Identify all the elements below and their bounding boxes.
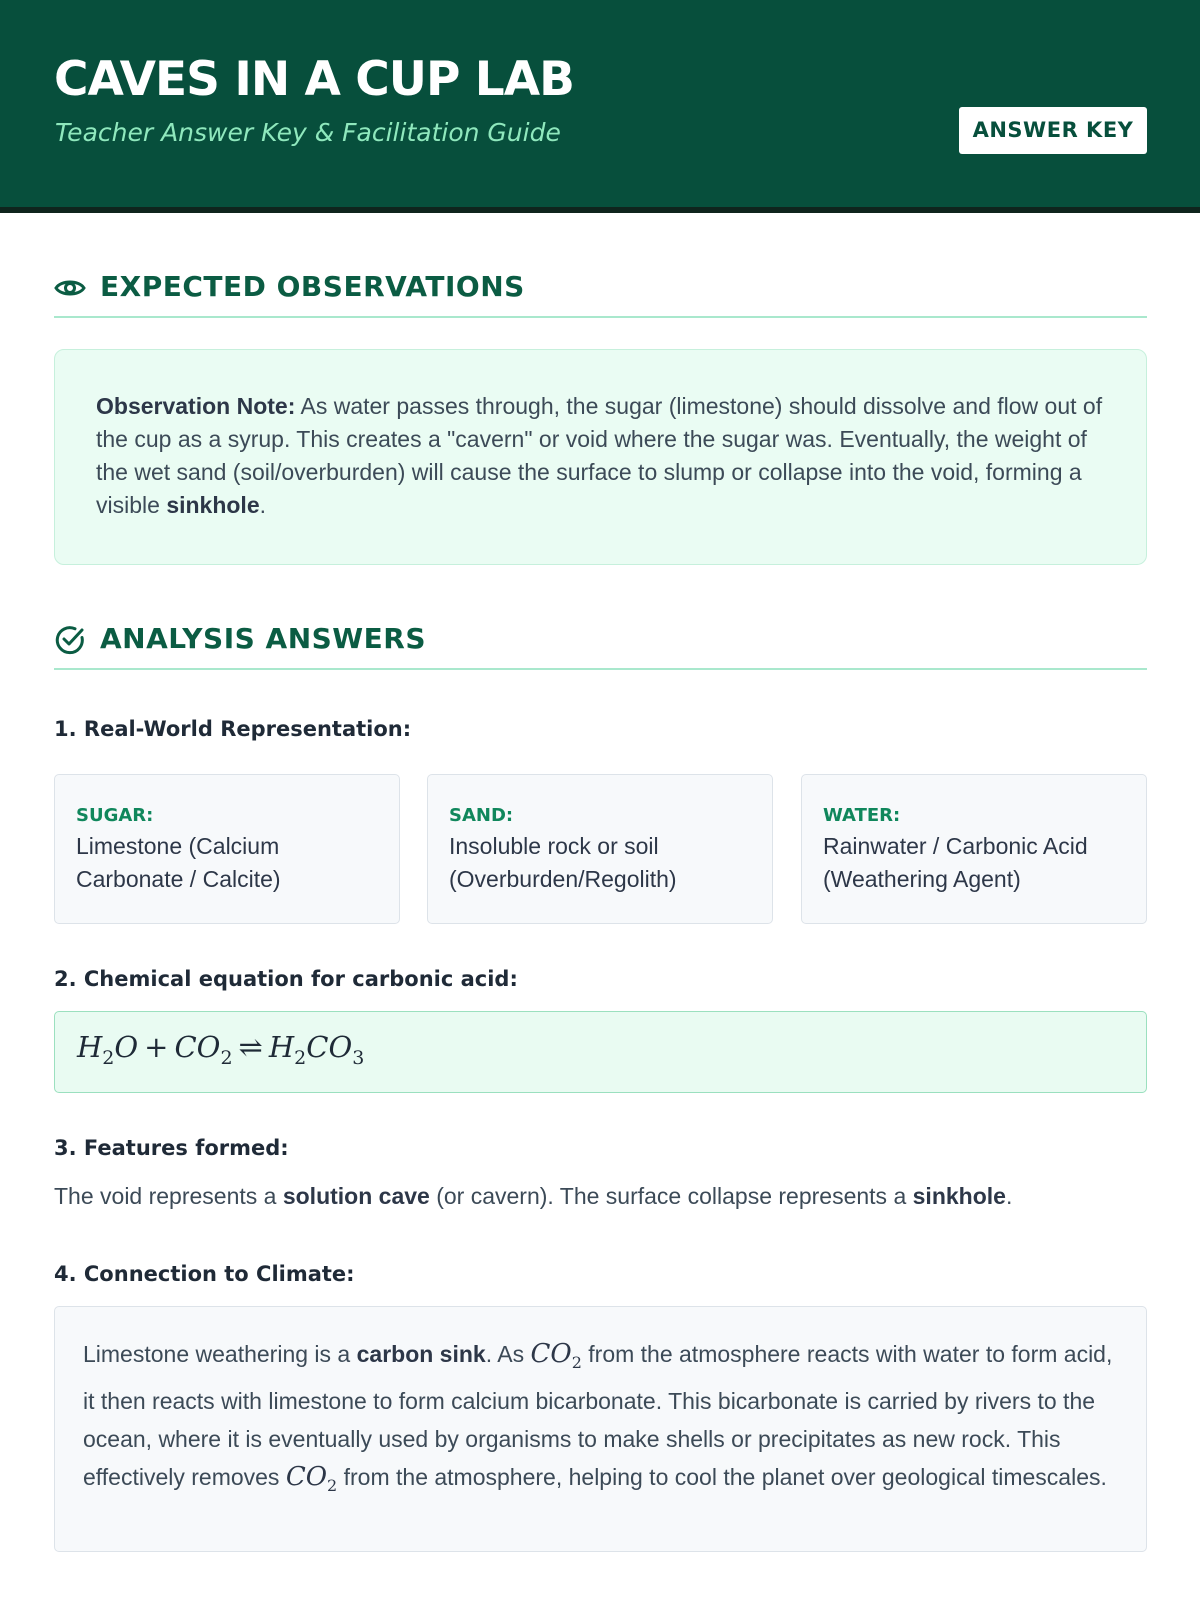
analysis-section-header <box>54 622 1147 670</box>
question-3-label: 3. Features formed: <box>54 1136 289 1160</box>
question-1-label: 1. Real-World Representation: <box>54 717 412 741</box>
co2-formula: $CO_2$ <box>530 1339 582 1373</box>
card-label: SAND: <box>449 805 514 826</box>
analysis-heading: ANALYSIS ANSWERS <box>100 622 427 655</box>
observation-note-text: As water passes through, the sugar (limestone) should dissolve and flow out of the cup as a syrup. This creates a "cavern" or void where the sugar was. Eventually, the weight of the wet sand (soil/overburden) will cause the surface to slump or collapse into the void, forming a visible <box>96 393 1103 518</box>
page-header <box>0 0 1200 213</box>
card-value: Limestone (Calcium Carbonate / Calcite) <box>76 833 281 892</box>
representation-card <box>427 774 773 924</box>
representation-card <box>801 774 1147 924</box>
features-answer: The void represents a solution cave (or cavern). The surface collapse represents a sinkhole. <box>54 1183 1013 1209</box>
card-value: Insoluble rock or soil (Overburden/Regolith) <box>449 833 677 892</box>
eye-icon <box>54 272 86 304</box>
observations-section-header <box>54 270 1147 318</box>
observation-note-box <box>54 349 1147 565</box>
check-circle-icon <box>54 624 86 656</box>
representation-card <box>54 774 400 924</box>
climate-answer-box: Limestone weathering is a carbon sink. As $CO_2$ from the atmosphere reacts with water to form acid, it then reacts with limestone to form calcium bicarbonate. This bicarbonate is carried by rivers to the ocean, where it is eventually used by organisms to make shells or precipitates as new rock. This effectively removes $CO_2$ from the atmosphere, helping to cool the planet over geological timescales. <box>54 1306 1147 1552</box>
page-subtitle: Teacher Answer Key & Facilitation Guide <box>55 118 561 147</box>
card-label: WATER: <box>823 805 901 826</box>
observation-note-label: Observation Note: <box>96 393 296 419</box>
card-label: SUGAR: <box>76 805 154 826</box>
observations-heading: EXPECTED OBSERVATIONS <box>100 270 525 303</box>
question-4-label: 4. Connection to Climate: <box>54 1262 355 1286</box>
co2-formula: $CO_2$ <box>285 1462 338 1496</box>
equation: $H_2O + CO_2$ ⇌ $H_2CO_3$ <box>77 1030 365 1069</box>
question-2-label: 2. Chemical equation for carbonic acid: <box>54 967 518 991</box>
observation-note-emphasis: sinkhole <box>166 492 260 518</box>
page-title: CAVES IN A CUP LAB <box>54 52 574 107</box>
observation-note-end: . <box>259 492 267 518</box>
chemical-equation-box <box>54 1011 1147 1093</box>
answer-key-badge: ANSWER KEY <box>959 107 1147 154</box>
card-value: Rainwater / Carbonic Acid (Weathering Agent) <box>823 833 1088 892</box>
